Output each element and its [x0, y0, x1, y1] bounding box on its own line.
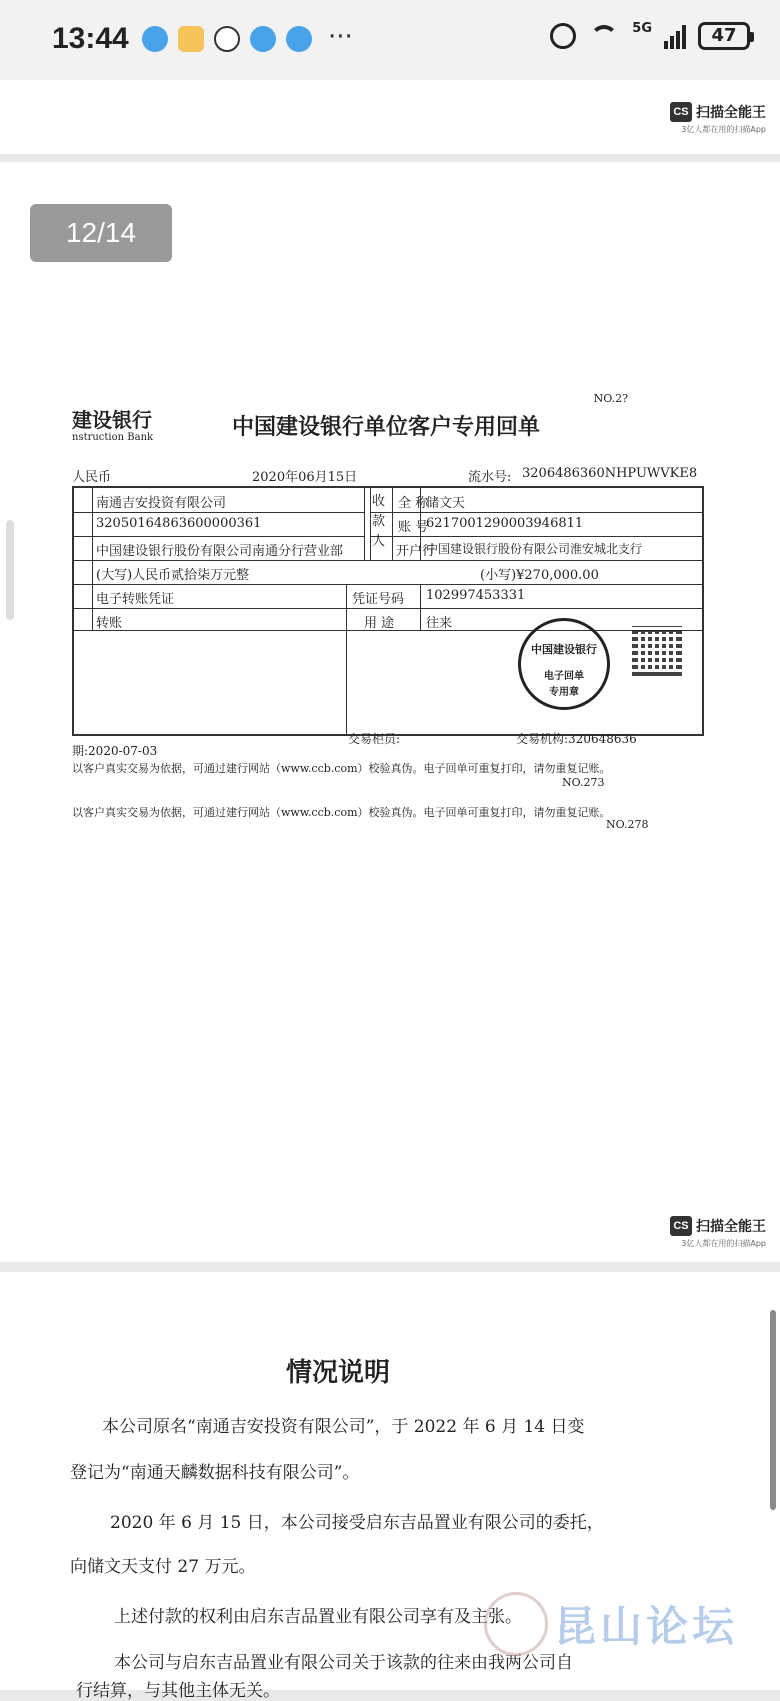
amount-in-figures: (小写)¥270,000.00	[480, 568, 599, 583]
payer-name: 南通吉安投资有限公司	[96, 496, 227, 511]
payee-account-label: 账 号	[398, 520, 429, 535]
document-page-current[interactable]	[0, 162, 780, 1262]
voucher-number: 102997453331	[426, 588, 526, 603]
payee-name-label: 全 称	[398, 496, 429, 511]
statement-paragraph-2: 2020 年 6 月 15 日，本公司接受启东吉品置业有限公司的委托，	[110, 1513, 604, 1533]
scanner-tagline: 3亿人都在用的扫描App	[681, 125, 766, 134]
seal-bank-name: 中国建设银行	[531, 643, 597, 656]
payer-bank: 中国建设银行股份有限公司南通分行营业部	[96, 544, 344, 559]
wifi-icon	[588, 23, 620, 49]
payee-bank: 中国建设银行股份有限公司淮安城北支行	[426, 542, 643, 556]
institution-code: 交易机构:320648636	[516, 732, 637, 746]
receipt-number-duplicate: NO.278	[606, 818, 649, 831]
amount-in-words: (大写)人民币贰拾柒万元整	[96, 568, 250, 583]
payee-name: 储文天	[426, 496, 466, 511]
scrollbar-thumb[interactable]	[770, 1310, 776, 1510]
serial-label: 流水号:	[468, 470, 512, 485]
scanner-name: 扫描全能王	[696, 1219, 766, 1235]
gesture-icon	[214, 26, 240, 52]
alarm-icon	[550, 23, 576, 49]
battery-icon: 47	[698, 22, 750, 50]
scanner-tagline: 3亿人都在用的扫描App	[681, 1239, 766, 1248]
document-page-previous	[0, 80, 780, 154]
purpose-label: 用 途	[364, 616, 395, 631]
scanner-watermark	[670, 1216, 766, 1249]
scanner-name: 扫描全能王	[696, 105, 766, 121]
seal-receipt-label: 电子回单	[544, 671, 584, 682]
statement-paragraph-1-cont: 登记为“南通天麟数据科技有限公司”。	[70, 1463, 360, 1483]
page-indicator: 12/14	[30, 204, 172, 262]
voucher-number-label: 凭证号码	[352, 592, 405, 607]
statement-paragraph-4: 本公司与启东吉品置业有限公司关于该款的往来由我两公司自	[114, 1653, 573, 1673]
transfer-method: 转账	[96, 616, 123, 631]
verification-notice-duplicate: 以客户真实交易为依据，可通过建行网站（www.ccb.com）校验真伪。电子回单可重复打印，请勿重复记账。	[72, 806, 611, 819]
forum-name: 昆山论坛	[554, 1602, 739, 1651]
receipt-number: NO.273	[562, 776, 605, 789]
app-notification-icon	[142, 26, 168, 52]
bank-logo: 建设银行	[72, 408, 152, 432]
network-type: 5G	[632, 20, 652, 36]
voucher-type: 电子转账凭证	[96, 592, 175, 607]
receipt-table	[72, 486, 704, 736]
statement-paragraph-4-cont: 行结算，与其他主体无关。	[76, 1681, 280, 1701]
more-notifications-icon: ···	[328, 22, 353, 52]
scanner-logo-icon: CS	[670, 102, 692, 122]
transaction-date: 2020年06月15日	[252, 470, 358, 485]
status-bar	[0, 0, 780, 80]
serial-number: 3206486360NHPUWVKE8	[522, 466, 698, 481]
print-date: 期:2020-07-03	[72, 744, 158, 758]
bank-logo-english: nstruction Bank	[72, 432, 154, 443]
app-notification-icon	[250, 26, 276, 52]
forum-watermark	[484, 1592, 738, 1656]
payee-account: 6217001290003946811	[426, 516, 584, 531]
receipt-title: 中国建设银行单位客户专用回单	[232, 415, 541, 440]
system-icons	[550, 22, 750, 50]
seal-dedicated-label: 专用章	[549, 687, 579, 698]
status-time: 13:44	[52, 22, 129, 55]
bank-seal	[518, 618, 610, 710]
bank-receipt	[72, 392, 708, 872]
scanner-logo-icon: CS	[670, 1216, 692, 1236]
verification-notice: 以客户真实交易为依据，可通过建行网站（www.ccb.com）校验真伪。电子回单可重复打印，请勿重复记账。	[72, 762, 611, 775]
weather-icon	[178, 26, 204, 52]
statement-paragraph-3: 上述付款的权利由启东吉品置业有限公司享有及主张。	[114, 1607, 522, 1627]
page-drag-handle[interactable]	[6, 520, 14, 620]
receipt-number-top: NO.2?	[593, 392, 628, 405]
payee-section-label: 收款人	[372, 494, 386, 549]
teller-label: 交易柜员:	[348, 732, 401, 746]
qr-code	[632, 626, 682, 676]
statement-paragraph-2-cont: 向储文天支付 27 万元。	[70, 1557, 256, 1577]
scanner-watermark	[670, 102, 766, 135]
payer-account: 32050164863600000361	[96, 516, 262, 531]
forum-logo-icon	[484, 1592, 548, 1656]
notification-icons	[142, 22, 353, 52]
signal-icon	[664, 23, 686, 49]
statement-paragraph-1: 本公司原名“南通吉安投资有限公司”，于 2022 年 6 月 14 日变	[102, 1417, 585, 1437]
statement-title: 情况说明	[286, 1358, 391, 1388]
app-notification-icon	[286, 26, 312, 52]
purpose: 往来	[426, 616, 453, 631]
currency: 人民币	[72, 470, 112, 485]
payee-bank-label: 开户行	[396, 544, 436, 559]
